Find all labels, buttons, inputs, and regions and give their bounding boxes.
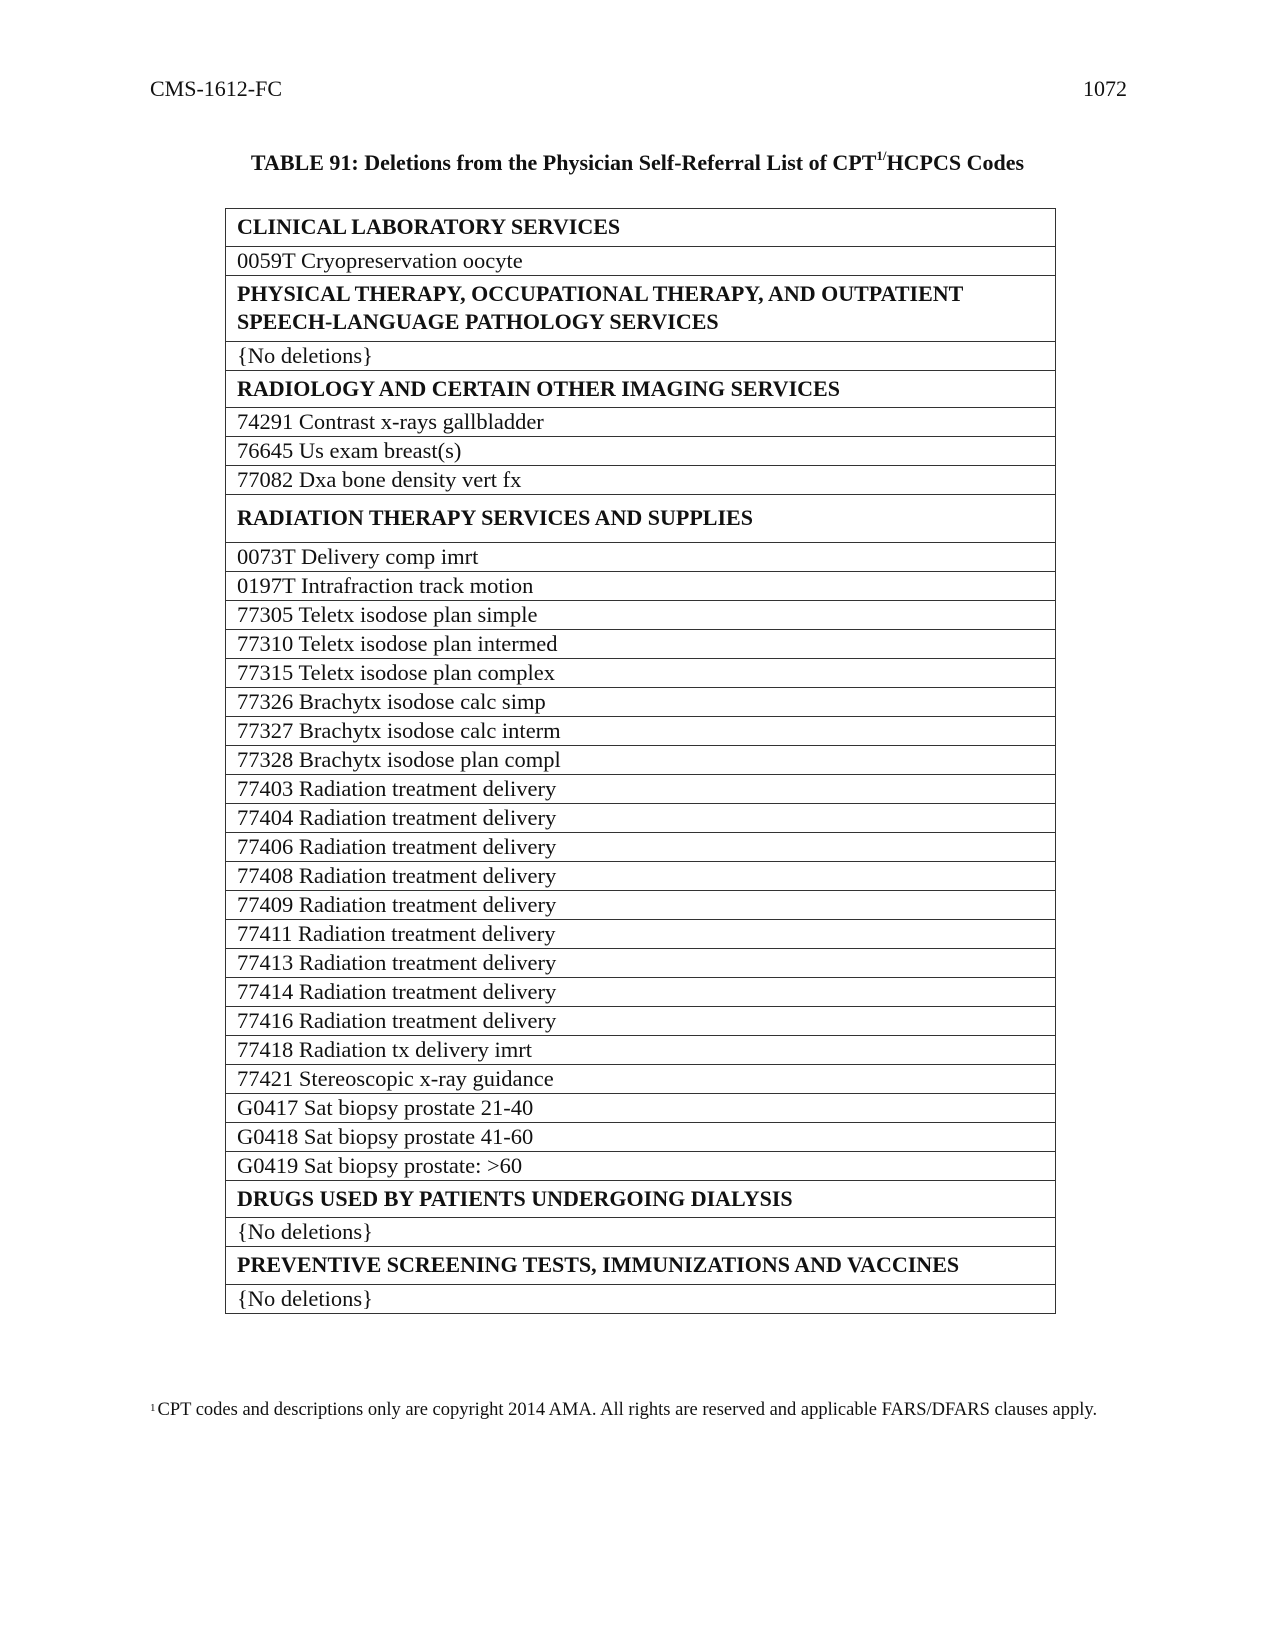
table-row bbox=[226, 1093, 1056, 1122]
table-row bbox=[226, 803, 1056, 832]
code-cell: 77406 Radiation treatment delivery bbox=[226, 832, 1056, 861]
table-row bbox=[226, 977, 1056, 1006]
code-cell: 0073T Delivery comp imrt bbox=[226, 542, 1056, 571]
section-heading-row bbox=[226, 495, 1056, 543]
table-row bbox=[226, 832, 1056, 861]
table-row bbox=[226, 600, 1056, 629]
code-cell: 77315 Teletx isodose plan complex bbox=[226, 658, 1056, 687]
code-cell: 77413 Radiation treatment delivery bbox=[226, 948, 1056, 977]
footnote-marker: 1 bbox=[150, 1402, 156, 1414]
table-title-suffix: HCPCS Codes bbox=[886, 150, 1025, 175]
table-row bbox=[226, 774, 1056, 803]
section-heading: RADIATION THERAPY SERVICES AND SUPPLIES bbox=[226, 495, 1056, 543]
code-cell: 77418 Radiation tx delivery imrt bbox=[226, 1035, 1056, 1064]
table-row bbox=[226, 542, 1056, 571]
table-row bbox=[226, 1064, 1056, 1093]
table-row bbox=[226, 1122, 1056, 1151]
code-cell: 77408 Radiation treatment delivery bbox=[226, 861, 1056, 890]
section-heading: PHYSICAL THERAPY, OCCUPATIONAL THERAPY, AND OUTPATIENT SPEECH-LANGUAGE PATHOLOGY SERVICES bbox=[226, 275, 1056, 341]
code-cell: 77082 Dxa bone density vert fx bbox=[226, 466, 1056, 495]
table-row bbox=[226, 629, 1056, 658]
code-cell: {No deletions} bbox=[226, 341, 1056, 370]
table-row bbox=[226, 571, 1056, 600]
code-cell: 77328 Brachytx isodose plan compl bbox=[226, 745, 1056, 774]
code-cell: 77411 Radiation treatment delivery bbox=[226, 919, 1056, 948]
section-heading-row bbox=[226, 275, 1056, 341]
table-row bbox=[226, 687, 1056, 716]
footnote-text: CPT codes and descriptions only are copyright 2014 AMA. All rights are reserved and applicable FARS/DFARS clauses apply. bbox=[157, 1400, 1098, 1420]
code-cell: 77403 Radiation treatment delivery bbox=[226, 774, 1056, 803]
code-cell: 77409 Radiation treatment delivery bbox=[226, 890, 1056, 919]
footnote bbox=[150, 1398, 1130, 1422]
table-row bbox=[226, 861, 1056, 890]
code-cell: 76645 Us exam breast(s) bbox=[226, 437, 1056, 466]
table-row bbox=[226, 658, 1056, 687]
table-row bbox=[226, 1035, 1056, 1064]
section-heading: RADIOLOGY AND CERTAIN OTHER IMAGING SERVICES bbox=[226, 370, 1056, 408]
section-heading: CLINICAL LABORATORY SERVICES bbox=[226, 209, 1056, 247]
table-title-footnote-ref: 1/ bbox=[876, 148, 887, 163]
section-heading-row bbox=[226, 370, 1056, 408]
table-row bbox=[226, 246, 1056, 275]
table-row bbox=[226, 1006, 1056, 1035]
section-heading: PREVENTIVE SCREENING TESTS, IMMUNIZATIONS AND VACCINES bbox=[226, 1247, 1056, 1285]
table-row bbox=[226, 1218, 1056, 1247]
code-cell: 77310 Teletx isodose plan intermed bbox=[226, 629, 1056, 658]
table-row bbox=[226, 745, 1056, 774]
code-cell: G0417 Sat biopsy prostate 21-40 bbox=[226, 1093, 1056, 1122]
code-cell: 77414 Radiation treatment delivery bbox=[226, 977, 1056, 1006]
document-id: CMS-1612-FC bbox=[150, 76, 283, 101]
table-row bbox=[226, 1151, 1056, 1180]
table-row bbox=[226, 716, 1056, 745]
code-cell: 77404 Radiation treatment delivery bbox=[226, 803, 1056, 832]
code-cell: 0197T Intrafraction track motion bbox=[226, 571, 1056, 600]
code-cell: 77305 Teletx isodose plan simple bbox=[226, 600, 1056, 629]
code-cell: {No deletions} bbox=[226, 1284, 1056, 1313]
code-cell: 74291 Contrast x-rays gallbladder bbox=[226, 408, 1056, 437]
table-row bbox=[226, 466, 1056, 495]
table-row bbox=[226, 890, 1056, 919]
code-cell: 77326 Brachytx isodose calc simp bbox=[226, 687, 1056, 716]
codes-table bbox=[225, 208, 1056, 1314]
table-title bbox=[0, 150, 1275, 176]
code-cell: 77421 Stereoscopic x-ray guidance bbox=[226, 1064, 1056, 1093]
table-row bbox=[226, 341, 1056, 370]
section-heading: DRUGS USED BY PATIENTS UNDERGOING DIALYSIS bbox=[226, 1180, 1056, 1218]
page-number: 1072 bbox=[1083, 76, 1127, 101]
table-row bbox=[226, 948, 1056, 977]
code-cell: 0059T Cryopreservation oocyte bbox=[226, 246, 1056, 275]
table-row bbox=[226, 1284, 1056, 1313]
table-title-prefix: TABLE 91: Deletions from the Physician Self-Referral List of CPT bbox=[250, 150, 877, 175]
code-cell: {No deletions} bbox=[226, 1218, 1056, 1247]
code-cell: 77416 Radiation treatment delivery bbox=[226, 1006, 1056, 1035]
section-heading-row bbox=[226, 1180, 1056, 1218]
code-cell: G0419 Sat biopsy prostate: >60 bbox=[226, 1151, 1056, 1180]
table-row bbox=[226, 437, 1056, 466]
section-heading-row bbox=[226, 1247, 1056, 1285]
code-cell: G0418 Sat biopsy prostate 41-60 bbox=[226, 1122, 1056, 1151]
table-row bbox=[226, 919, 1056, 948]
section-heading-row bbox=[226, 209, 1056, 247]
code-cell: 77327 Brachytx isodose calc interm bbox=[226, 716, 1056, 745]
table-row bbox=[226, 408, 1056, 437]
